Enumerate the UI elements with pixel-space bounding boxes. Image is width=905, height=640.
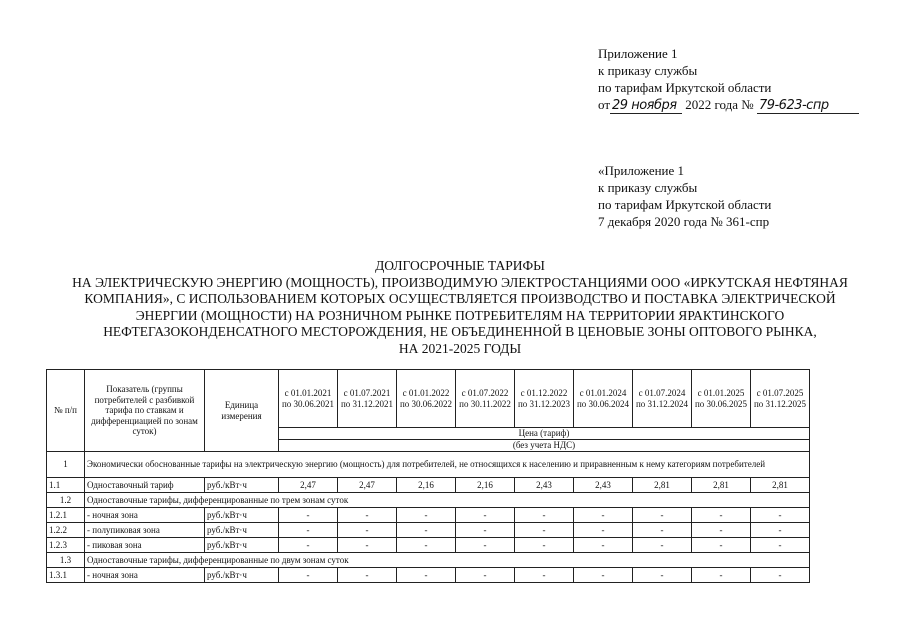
row-number: 1	[47, 452, 85, 478]
annex-line: по тарифам Иркутской области	[598, 197, 772, 212]
tariff-value: -	[456, 568, 515, 583]
tariff-value: -	[515, 538, 574, 553]
header-period: с 01.01.2024 по 30.06.2024	[574, 370, 633, 428]
header-period: с 01.07.2024 по 31.12.2024	[633, 370, 692, 428]
row-number: 1.1	[47, 478, 85, 493]
tariff-value: -	[574, 508, 633, 523]
tariff-value: -	[279, 523, 338, 538]
row-unit: руб./кВт·ч	[205, 568, 279, 583]
tariff-value: -	[751, 568, 810, 583]
row-name: Одноставочный тариф	[85, 478, 205, 493]
header-period: с 01.12.2022 по 31.12.2023	[515, 370, 574, 428]
tariff-value: -	[515, 568, 574, 583]
title-line: НА ЭЛЕКТРИЧЕСКУЮ ЭНЕРГИЮ (МОЩНОСТЬ), ПРОИЗВОДИМУЮ ЭЛЕКТРОСТАНЦИЯМИ ООО «ИРКУТСКАЯ НЕФТЯНАЯ	[72, 274, 848, 290]
tariff-value: -	[751, 538, 810, 553]
tariff-value: -	[279, 538, 338, 553]
tariff-value: -	[633, 508, 692, 523]
header-period: с 01.01.2022 по 30.06.2022	[397, 370, 456, 428]
annex-prefix: от	[598, 97, 611, 112]
tariff-value: -	[456, 538, 515, 553]
tariff-value: -	[279, 508, 338, 523]
tariff-value: -	[456, 508, 515, 523]
annex-previous-header	[598, 162, 771, 230]
tariff-value: -	[692, 508, 751, 523]
tariff-value: -	[692, 568, 751, 583]
section-title: Экономически обоснованные тарифы на электрическую энергию (мощность) для потребителей, не относящихся к населению и приравненным к нему категориям потребителей	[85, 452, 810, 478]
annex-line: «Приложение 1	[598, 163, 685, 178]
annex-line: по тарифам Иркутской области	[598, 80, 772, 95]
tariff-value: 2,47	[338, 478, 397, 493]
tariff-value: -	[692, 538, 751, 553]
tariff-value: -	[397, 538, 456, 553]
tariff-value: 2,81	[633, 478, 692, 493]
row-unit: руб./кВт·ч	[205, 508, 279, 523]
tariff-value: 2,81	[692, 478, 751, 493]
tariff-value: -	[692, 523, 751, 538]
section-title: Одноставочные тарифы, дифференцированные по двум зонам суток	[85, 553, 810, 568]
row-name: - полупиковая зона	[85, 523, 205, 538]
tariff-value: -	[751, 523, 810, 538]
row-unit: руб./кВт·ч	[205, 538, 279, 553]
annex-date-line	[598, 96, 859, 114]
table-row	[47, 508, 810, 523]
row-number: 1.3	[47, 553, 85, 568]
header-number: № п/п	[47, 370, 85, 452]
tariff-value: 2,16	[456, 478, 515, 493]
tariff-value: -	[574, 538, 633, 553]
row-unit: руб./кВт·ч	[205, 523, 279, 538]
tariff-value: -	[397, 523, 456, 538]
row-name: - пиковая зона	[85, 538, 205, 553]
tariff-value: -	[574, 568, 633, 583]
document-title	[40, 258, 880, 357]
tariff-value: -	[338, 523, 397, 538]
row-unit: руб./кВт·ч	[205, 478, 279, 493]
tariff-value: 2,43	[515, 478, 574, 493]
annex-current-header	[598, 45, 859, 114]
header-period: с 01.07.2021 по 31.12.2021	[338, 370, 397, 428]
table-row	[47, 523, 810, 538]
tariff-value: -	[397, 568, 456, 583]
header-vat: (без учета НДС)	[279, 440, 810, 452]
table-row	[47, 478, 810, 493]
table-row	[47, 568, 810, 583]
annex-line: к приказу службы	[598, 180, 698, 195]
annex-line: к приказу службы	[598, 63, 698, 78]
header-period: с 01.07.2025 по 31.12.2025	[751, 370, 810, 428]
row-number: 1.2.2	[47, 523, 85, 538]
tariff-value: -	[633, 568, 692, 583]
row-number: 1.3.1	[47, 568, 85, 583]
tariff-table	[46, 369, 810, 583]
header-price: Цена (тариф)	[279, 428, 810, 440]
tariff-value: 2,81	[751, 478, 810, 493]
tariff-value: -	[633, 538, 692, 553]
tariff-value: -	[338, 508, 397, 523]
row-number: 1.2.3	[47, 538, 85, 553]
table-row	[47, 538, 810, 553]
header-unit: Единица измерения	[205, 370, 279, 452]
annex-line: 7 декабря 2020 года № 361-спр	[598, 214, 770, 229]
row-number: 1.2	[47, 493, 85, 508]
row-number: 1.2.1	[47, 508, 85, 523]
header-period: с 01.07.2022 по 30.11.2022	[456, 370, 515, 428]
section-title: Одноставочные тарифы, дифференцированные по трем зонам суток	[85, 493, 810, 508]
tariff-value: -	[515, 523, 574, 538]
title-line: НЕФТЕГАЗОКОНДЕНСАТНОГО МЕСТОРОЖДЕНИЯ, НЕ ОБЪЕДИНЕННОЙ В ЦЕНОВЫЕ ЗОНЫ ОПТОВОГО РЫНКА,	[103, 324, 817, 339]
header-period: с 01.01.2025 по 30.06.2025	[692, 370, 751, 428]
tariff-value: -	[515, 508, 574, 523]
tariff-value: -	[456, 523, 515, 538]
title-line: КОМПАНИЯ», С ИСПОЛЬЗОВАНИЕМ КОТОРЫХ ОСУЩЕСТВЛЯЕТСЯ ПРОИЗВОДСТВО И ПОСТАВКА ЭЛЕКТРИЧЕСКОЙ	[84, 291, 836, 306]
title-line: ЭНЕРГИИ (МОЩНОСТИ) НА РОЗНИЧНОМ РЫНКЕ ПОТРЕБИТЕЛЯМ НА ТЕРРИТОРИИ ЯРАКТИНСКОГО	[135, 307, 785, 323]
tariff-value: -	[751, 508, 810, 523]
tariff-value: -	[574, 523, 633, 538]
header-indicator: Показатель (группы потребителей с разбивкой тарифа по ставкам и дифференциацией по зонам суток)	[85, 370, 205, 452]
handwritten-number: 79-623-спр	[757, 99, 859, 114]
tariff-value: -	[279, 568, 338, 583]
tariff-value: 2,43	[574, 478, 633, 493]
header-period: с 01.01.2021 по 30.06.2021	[279, 370, 338, 428]
tariff-value: 2,47	[279, 478, 338, 493]
tariff-value: -	[338, 538, 397, 553]
row-name: - ночная зона	[85, 508, 205, 523]
title-line: ДОЛГОСРОЧНЫЕ ТАРИФЫ	[375, 258, 545, 273]
annex-middle: 2022 года №	[685, 97, 754, 112]
annex-line: Приложение 1	[598, 46, 678, 61]
tariff-value: -	[397, 508, 456, 523]
title-line: НА 2021-2025 ГОДЫ	[398, 340, 522, 356]
handwritten-date: 29 ноября	[610, 99, 682, 114]
row-name: - ночная зона	[85, 568, 205, 583]
tariff-value: -	[338, 568, 397, 583]
tariff-value: -	[633, 523, 692, 538]
tariff-value: 2,16	[397, 478, 456, 493]
